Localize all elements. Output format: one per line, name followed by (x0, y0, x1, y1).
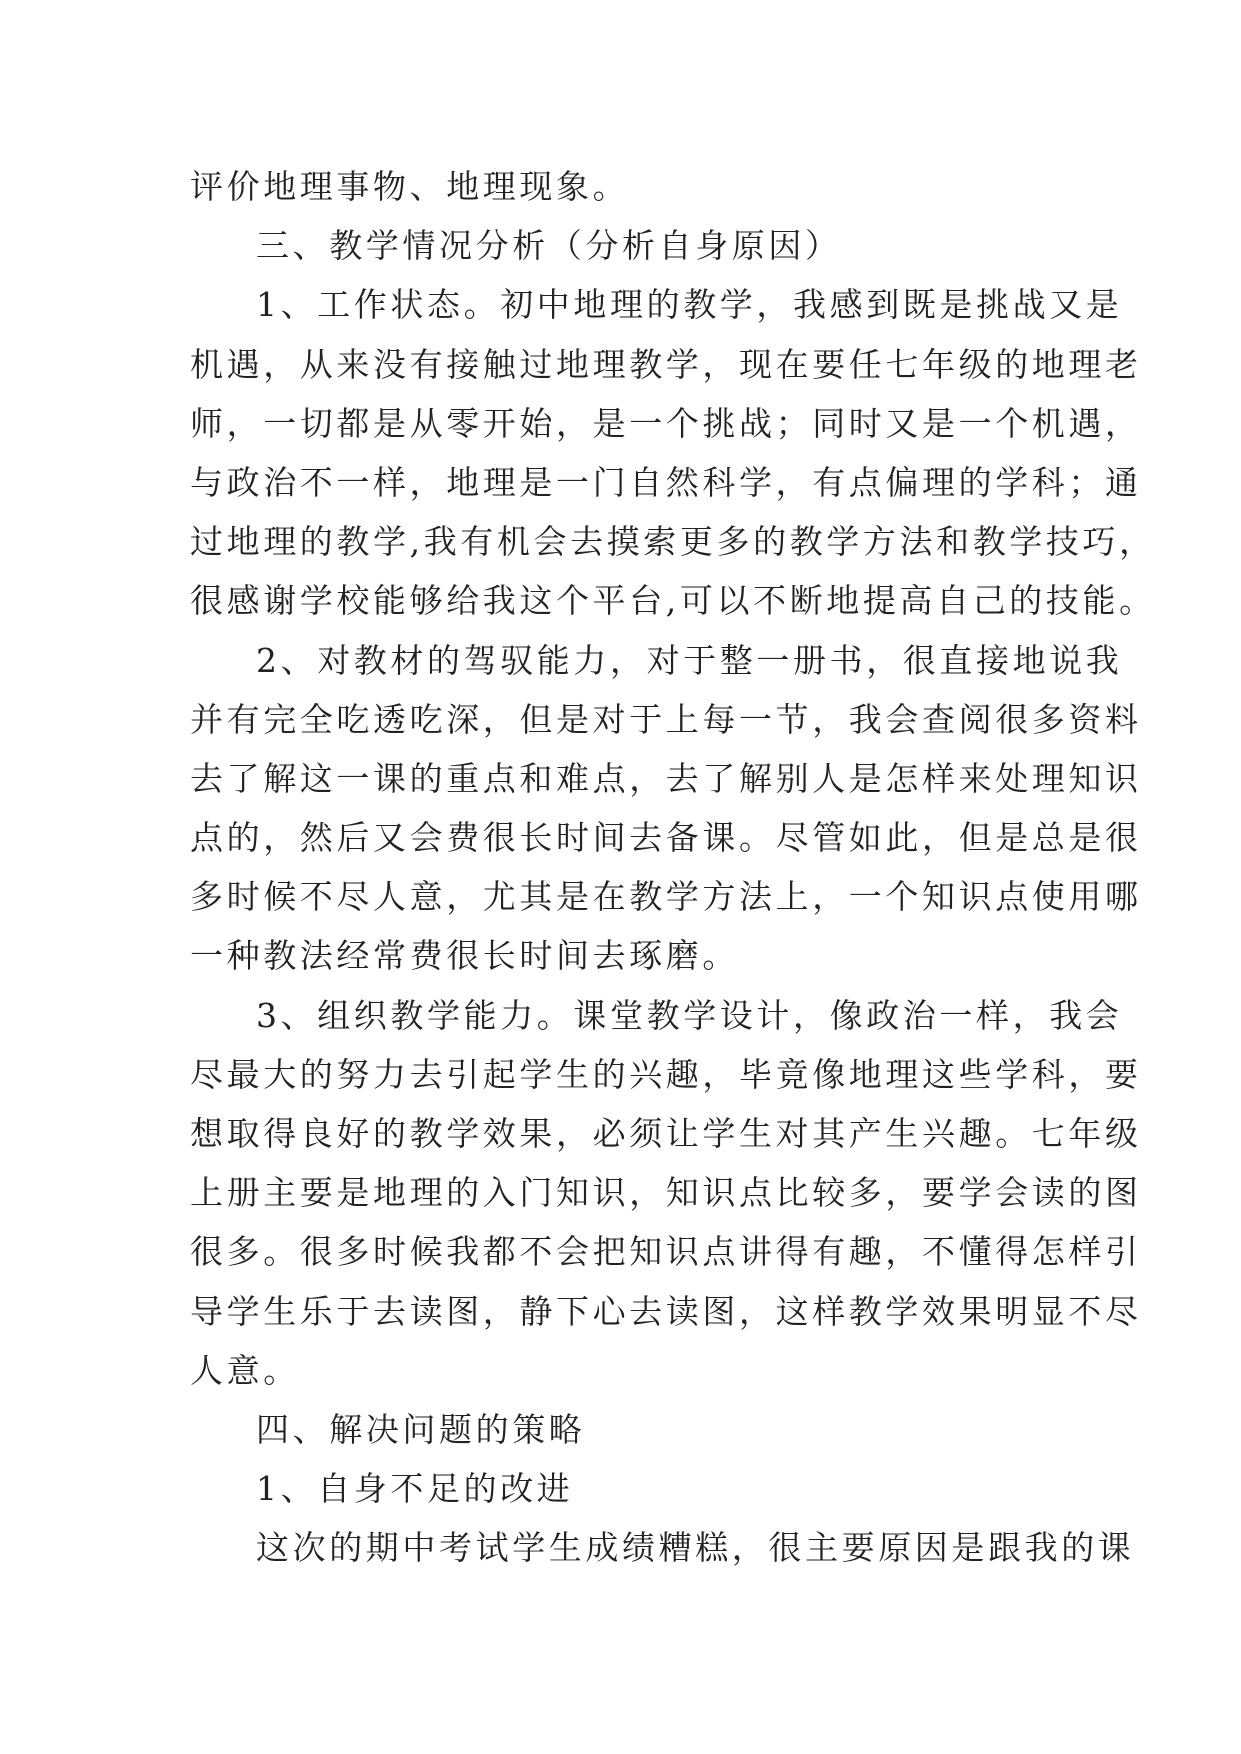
text-line: 点的，然后又会费很长时间去备课。尽管如此，但是总是很 (190, 818, 1142, 858)
text-line: 3、组织教学能力。课堂教学设计，像政治一样，我会 (256, 995, 1123, 1035)
text-line: 很多。很多时候我都不会把知识点讲得有趣，不懂得怎样引 (190, 1232, 1142, 1272)
text-line: 导学生乐于去读图，静下心去读图，这样教学效果明显不尽 (190, 1291, 1142, 1331)
text-line: 上册主要是地理的入门知识，知识点比较多，要学会读的图 (190, 1173, 1142, 1213)
text-line: 1、工作状态。初中地理的教学，我感到既是挑战又是 (256, 285, 1123, 325)
text-line: 机遇，从来没有接触过地理教学，现在要任七年级的地理老 (190, 344, 1142, 384)
text-line: 人意。 (190, 1350, 300, 1390)
text-line: 并有完全吃透吃深，但是对于上每一节，我会查阅很多资料 (190, 699, 1142, 739)
text-line: 三、教学情况分析（分析自身原因） (256, 226, 842, 266)
text-line: 师，一切都是从零开始，是一个挑战；同时又是一个机遇， (190, 403, 1142, 443)
text-line: 尽最大的努力去引起学生的兴趣，毕竟像地理这些学科，要 (190, 1054, 1142, 1094)
text-line: 评价地理事物、地理现象。 (190, 167, 630, 206)
text-line: 1、自身不足的改进 (256, 1469, 574, 1509)
text-line: 这次的期中考试学生成绩糟糕，很主要原因是跟我的课 (256, 1528, 1135, 1568)
text-line: 很感谢学校能够给我这个平台,可以不断地提高自己的技能。 (190, 581, 1156, 621)
text-line: 去了解这一课的重点和难点，去了解别人是怎样来处理知识 (190, 758, 1142, 798)
text-line: 与政治不一样，地理是一门自然科学，有点偏理的学科；通 (190, 462, 1142, 502)
text-line: 2、对教材的驾驭能力，对于整一册书，很直接地说我 (256, 640, 1123, 680)
text-line: 多时候不尽人意，尤其是在教学方法上，一个知识点使用哪 (190, 877, 1142, 917)
text-line: 想取得良好的教学效果，必须让学生对其产生兴趣。七年级 (190, 1114, 1142, 1153)
text-line: 四、解决问题的策略 (256, 1409, 586, 1449)
document-body (190, 157, 1156, 1578)
text-line: 一种教法经常费很长时间去琢磨。 (190, 936, 739, 976)
text-line: 过地理的教学,我有机会去摸索更多的教学方法和教学技巧， (190, 522, 1156, 562)
